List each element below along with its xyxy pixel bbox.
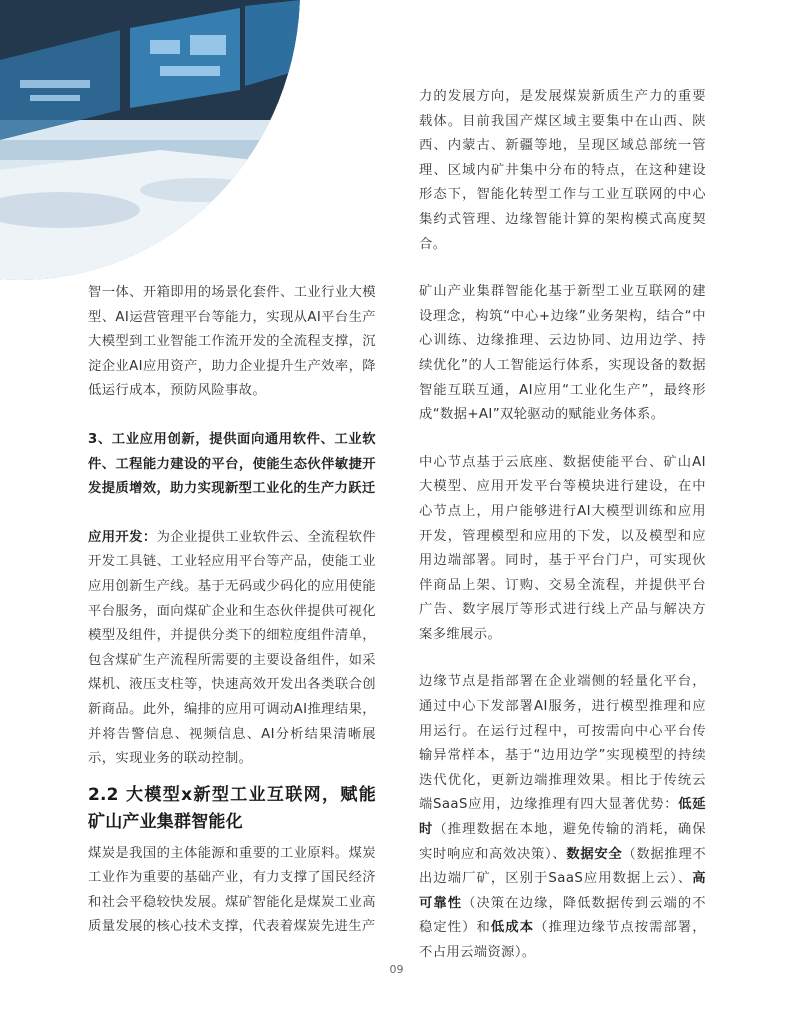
advantage-data-security: 数据安全 <box>566 846 623 862</box>
advantage-high-reliability: 高可靠性 <box>419 871 706 911</box>
page-number: 09 <box>389 963 404 976</box>
section-title: 2.2 大模型x新型工业互联网，赋能矿山产业集群智能化 <box>88 784 376 832</box>
app-dev-label: 应用开发： <box>88 529 157 545</box>
right-column <box>419 85 706 966</box>
edge-node-paragraph <box>419 670 706 965</box>
app-dev-paragraph <box>88 526 376 772</box>
advantage-low-latency-text: （推理数据在本地，避免传输的消耗，确保实时响应和高效决策）、 <box>419 822 706 862</box>
continue-paragraph: 力的发展方向，是发展煤炭新质生产力的重要载体。目前我国产煤区域主要集中在山西、陕西、内蒙古、新疆等地，呈现区域总部统一管理、区域内矿井集中分布的特点，在这种建设形态下，智能化转型工作与工业互联网的中心集约式管理、边缘智能计算的架构模式高度契合。 <box>419 89 706 252</box>
coal-paragraph: 煤炭是我国的主体能源和重要的工业原料。煤炭工业作为重要的基础产业，有力支撑了国民经济和社会平稳较快发展。煤矿智能化是煤炭工业高质量发展的核心技术支撑，代表着煤炭先进生产 <box>88 845 376 935</box>
hero-image <box>0 0 300 280</box>
left-column <box>88 281 376 940</box>
cluster-paragraph: 矿山产业集群智能化基于新型工业互联网的建设理念，构筑“中心+边缘”业务架构，结合“中心训练、边缘推理、云边协同、边用边学、持续优化”的人工智能运行体系，实现设备的数据智能互联互通，AI应用“工业化生产”，最终形成“数据+AI”双轮驱动的赋能业务体系。 <box>419 284 706 423</box>
app-dev-text: 为企业提供工业软件云、全流程软件开发工具链、工业轻应用平台等产品，使能工业应用创新生产线。基于无码或少码化的应用使能平台服务，面向煤矿企业和生态伙伴提供可视化模型及组件，并提供分类下的细粒度组件清单，包含煤矿生产流程所需要的主要设备组件，如采煤机、液压支柱等，快速高效开发出各类联合创新商品。此外，编排的应用可调动AI推理结果，并将告警信息、视频信息、AI分析结果清晰展示，实现业务的联动控制。 <box>88 529 376 767</box>
intro-paragraph: 智一体、开箱即用的场景化套件、工业行业大模型、AI运营管理平台等能力，实现从AI平台生产大模型到工业智能工作流开发的全流程支撑，沉淀企业AI应用资产，助力企业提升生产效率，降低运行成本，预防风险事故。 <box>88 285 376 399</box>
edge-node-text: 边缘节点是指部署在企业端侧的轻量化平台，通过中心下发部署AI服务，进行模型推理和应用运行。在运行过程中，可按需向中心平台传输异常样本，基于“边用边学”实现模型的持续迭代优化，更新边端推理效果。相比于传统云端SaaS应用，边缘推理有四大显著优势： <box>419 674 706 813</box>
advantage-low-cost: 低成本 <box>490 920 535 936</box>
point-3-heading: 3、工业应用创新，提供面向通用软件、工业软件、工程能力建设的平台，使能生态伙伴敏捷开发提质增效，助力实现新型工业化的生产力跃迁 <box>88 431 376 497</box>
advantage-high-reliability-text: （决策在边缘，降低数据传到云端的不稳定性）和 <box>419 895 706 936</box>
advantage-low-cost-text: （推理边缘节点按需部署，不占用云端资源）。 <box>419 920 706 960</box>
control-room-screens <box>0 0 300 280</box>
advantage-low-latency: 低延时 <box>419 797 706 838</box>
center-node-paragraph: 中心节点基于云底座、数据使能平台、矿山AI大模型、应用开发平台等模块进行建设，在中心节点上，用户能够进行AI大模型训练和应用开发，管理模型和应用的下发，以及模型和应用边端部署。同时，基于平台门户，可实现伙伴商品上架、订购、交易全流程，并提供平台广告、数字展厅等形式进行线上产品与解决方案多维展示。 <box>419 454 706 642</box>
advantage-data-security-text: （数据推理不出边端厂矿，区别于SaaS应用数据上云）、 <box>419 846 707 887</box>
